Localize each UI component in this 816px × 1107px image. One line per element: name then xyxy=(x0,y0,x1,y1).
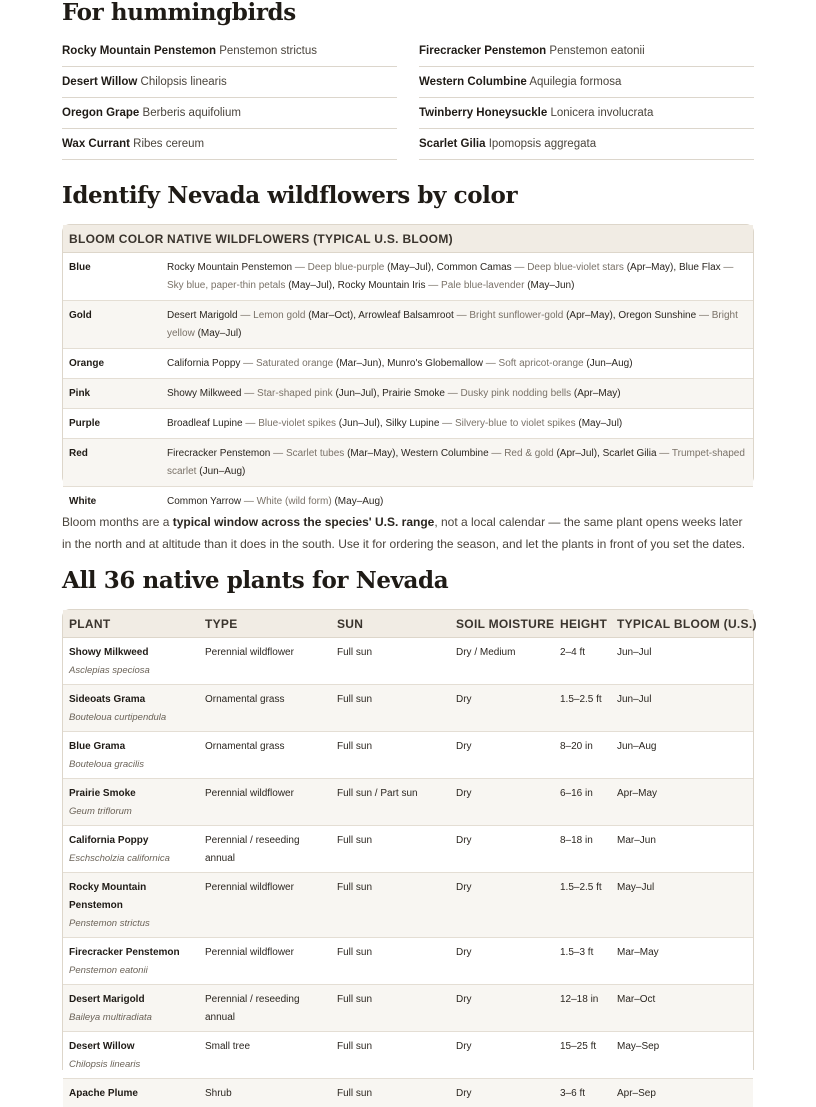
flower-description: Deep blue-violet stars xyxy=(527,262,624,273)
flower-description: Saturated orange xyxy=(256,358,333,369)
flower-description-sep: — xyxy=(489,448,505,459)
hummingbird-column-right xyxy=(419,36,754,160)
flower-description-sep: — xyxy=(483,358,499,369)
flower-description: White (wild form) xyxy=(257,496,332,507)
plant-height: 8–20 in xyxy=(554,732,611,779)
plant-scientific-name: Berberis aquifolium xyxy=(143,107,241,119)
flower-description-sep: — xyxy=(721,262,734,273)
wildflower-list: Broadleaf Lupine — Blue-violet spikes (Jun–Jul), Silky Lupine — Silvery-blue to violet spikes (May–Jul) xyxy=(161,409,753,439)
bloom-note xyxy=(62,511,754,555)
plant-moisture: Dry xyxy=(450,873,554,938)
plant-scientific-name: Geum triflorum xyxy=(69,803,193,821)
wildflower-list: Showy Milkweed — Star-shaped pink (Jun–Jul), Prairie Smoke — Dusky pink nodding bells (Apr–May) xyxy=(161,379,753,409)
flower-description-sep: — xyxy=(657,448,672,459)
plant-cell xyxy=(63,985,199,1032)
plant-row xyxy=(63,779,753,826)
col-header: HEIGHT xyxy=(554,610,611,638)
wildflower-list: Rocky Mountain Penstemon — Deep blue-purple (May–Jul), Common Camas — Deep blue-violet stars (Apr–May), Blue Flax — Sky blue, paper-thin petals (May–Jul), Rocky Mountain Iris — Pale blue-lavender (May–Jun) xyxy=(161,253,753,301)
plant-scientific-name: Chilopsis linearis xyxy=(141,76,227,88)
wildflower-list: Firecracker Penstemon — Scarlet tubes (Mar–May), Western Columbine — Red & gold (Apr–Jul), Scarlet Gilia — Trumpet-shaped scarlet (Jun–Aug) xyxy=(161,439,753,487)
flower-description: Star-shaped pink xyxy=(257,388,333,399)
col-header: SOIL MOISTURE xyxy=(450,610,554,638)
plant-cell xyxy=(63,1032,199,1079)
plant-cell xyxy=(63,779,199,826)
plant-sun: Full sun xyxy=(331,985,450,1032)
plant-moisture: Dry xyxy=(450,779,554,826)
plant-type: Perennial / reseeding annual xyxy=(199,985,331,1032)
flower-description-sep: — xyxy=(454,310,470,321)
color-row xyxy=(63,253,753,301)
flower-description-sep: — xyxy=(292,262,308,273)
bloom-color: Red xyxy=(63,439,161,487)
plant-cell xyxy=(63,638,199,685)
flower-name: California Poppy xyxy=(167,358,240,369)
flower-name: Showy Milkweed xyxy=(167,388,241,399)
flower-name: Western Columbine xyxy=(401,448,489,459)
plant-row xyxy=(63,1032,753,1079)
hummingbird-plant xyxy=(62,36,397,67)
hummingbird-plant xyxy=(62,98,397,129)
plant-scientific-name: Asclepias speciosa xyxy=(69,662,193,680)
flower-bloom-months: (May–Jun) xyxy=(527,280,574,291)
plant-scientific-name: Lonicera involucrata xyxy=(550,107,653,119)
hummingbird-plant xyxy=(62,67,397,98)
flower-name: Munro's Globemallow xyxy=(387,358,483,369)
plant-scientific-name: Aquilegia formosa xyxy=(529,76,621,88)
plant-moisture: Dry xyxy=(450,1032,554,1079)
plant-height: 1.5–2.5 ft xyxy=(554,685,611,732)
flower-bloom-months: (Jun–Jul) xyxy=(335,388,376,399)
all-plants-heading: All 36 native plants for Nevada xyxy=(62,566,448,596)
flower-name: Rocky Mountain Penstemon xyxy=(167,262,292,273)
plant-scientific-name: Penstemon eatonii xyxy=(549,45,644,57)
bloom-color: Blue xyxy=(63,253,161,301)
plant-row xyxy=(63,638,753,685)
plant-type: Perennial wildflower xyxy=(199,638,331,685)
flower-bloom-months: (May–Jul) xyxy=(578,418,622,429)
plant-type: Perennial wildflower xyxy=(199,938,331,985)
hummingbird-plant xyxy=(419,98,754,129)
plant-name: Sideoats Grama xyxy=(69,691,193,709)
plant-cell xyxy=(63,685,199,732)
plant-sun: Full sun xyxy=(331,826,450,873)
flower-description: Soft apricot-orange xyxy=(499,358,584,369)
flower-name: Blue Flax xyxy=(679,262,721,273)
flower-bloom-months: (Apr–Jul) xyxy=(556,448,597,459)
color-row xyxy=(63,409,753,439)
flower-bloom-months: (Apr–May) xyxy=(627,262,674,273)
hummingbirds-heading: For hummingbirds xyxy=(62,0,296,26)
flower-name: Prairie Smoke xyxy=(382,388,445,399)
color-row xyxy=(63,379,753,409)
flower-description-sep: — xyxy=(238,310,254,321)
flower-description: Blue-violet spikes xyxy=(258,418,336,429)
plant-name: Rocky Mountain Penstemon xyxy=(69,879,193,915)
flower-name: Broadleaf Lupine xyxy=(167,418,243,429)
plant-scientific-name: Eschscholzia californica xyxy=(69,850,193,868)
plant-row xyxy=(63,732,753,779)
plant-type: Shrub xyxy=(199,1079,331,1107)
plant-bloom: Mar–Jun xyxy=(611,826,753,873)
plant-bloom: Mar–May xyxy=(611,938,753,985)
plant-moisture: Dry / Medium xyxy=(450,638,554,685)
flower-name: Common Camas xyxy=(437,262,512,273)
flower-bloom-months: (Apr–May) xyxy=(574,388,621,399)
plant-type: Ornamental grass xyxy=(199,732,331,779)
color-row xyxy=(63,301,753,349)
color-row xyxy=(63,439,753,487)
plant-height: 1.5–2.5 ft xyxy=(554,873,611,938)
flower-description-sep: — xyxy=(512,262,528,273)
flower-bloom-months: (Jun–Jul) xyxy=(339,418,380,429)
flower-description: Dusky pink nodding bells xyxy=(461,388,572,399)
flower-bloom-months: (May–Jul) xyxy=(387,262,431,273)
plant-sun: Full sun / Part sun xyxy=(331,779,450,826)
flower-bloom-months: (Jun–Aug) xyxy=(586,358,632,369)
plant-name: Prairie Smoke xyxy=(69,785,193,803)
hummingbird-plant xyxy=(62,129,397,160)
col-header: TYPICAL BLOOM (U.S.) xyxy=(611,610,753,638)
plant-scientific-name: Bouteloua gracilis xyxy=(69,756,193,774)
plant-row xyxy=(63,873,753,938)
flower-bloom-months: (Mar–Oct) xyxy=(308,310,353,321)
plant-type: Small tree xyxy=(199,1032,331,1079)
hummingbird-plant xyxy=(419,129,754,160)
plant-common-name: Twinberry Honeysuckle xyxy=(419,107,547,119)
flower-description-sep: — xyxy=(240,358,256,369)
plant-name: Desert Willow xyxy=(69,1038,193,1056)
flower-description: Trumpet-shaped scarlet xyxy=(167,448,745,477)
plant-moisture: Dry xyxy=(450,732,554,779)
wildflower-list: Desert Marigold — Lemon gold (Mar–Oct), Arrowleaf Balsamroot — Bright sunflower-gold (Apr–May), Oregon Sunshine — Bright yellow (May–Jul) xyxy=(161,301,753,349)
plant-sun: Full sun xyxy=(331,938,450,985)
col-header: PLANT xyxy=(63,610,199,638)
plant-scientific-name: Bouteloua curtipendula xyxy=(69,709,193,727)
flower-description-sep: — xyxy=(241,496,257,507)
plant-common-name: Desert Willow xyxy=(62,76,137,88)
plant-row xyxy=(63,938,753,985)
plant-common-name: Western Columbine xyxy=(419,76,527,88)
plant-scientific-name: Ribes cereum xyxy=(133,138,204,150)
plant-moisture: Dry xyxy=(450,685,554,732)
plant-sun: Full sun xyxy=(331,638,450,685)
plant-type: Perennial wildflower xyxy=(199,873,331,938)
note-bold: typical window across the species' U.S. range xyxy=(173,515,435,529)
flower-name: Silky Lupine xyxy=(385,418,439,429)
note-text-1: Bloom months are a xyxy=(62,515,173,529)
plant-height: 6–16 in xyxy=(554,779,611,826)
flower-description: Deep blue-purple xyxy=(308,262,385,273)
plant-bloom: May–Sep xyxy=(611,1032,753,1079)
plant-bloom: Jun–Aug xyxy=(611,732,753,779)
flower-description-sep: — xyxy=(439,418,455,429)
note-text-2: , not a local calendar — the same plant opens weeks later in the north and at altitude than it does in the south. Use it for ordering the season, and let the plants in front of you set the dates. xyxy=(62,515,745,551)
plant-height: 8–18 in xyxy=(554,826,611,873)
flower-description: Lemon gold xyxy=(253,310,305,321)
col-native-wildflowers: NATIVE WILDFLOWERS (TYPICAL U.S. BLOOM) xyxy=(161,225,753,253)
color-heading: Identify Nevada wildflowers by color xyxy=(62,181,517,211)
plant-cell xyxy=(63,732,199,779)
flower-name: Common Yarrow xyxy=(167,496,241,507)
flower-bloom-months: (May–Jul) xyxy=(198,328,242,339)
plant-bloom: May–Jul xyxy=(611,873,753,938)
plant-common-name: Wax Currant xyxy=(62,138,130,150)
flower-name: Rocky Mountain Iris xyxy=(338,280,426,291)
plant-height: 3–6 ft xyxy=(554,1079,611,1107)
plant-moisture: Dry xyxy=(450,985,554,1032)
plant-height: 15–25 ft xyxy=(554,1032,611,1079)
plant-sun: Full sun xyxy=(331,685,450,732)
flower-name: Arrowleaf Balsamroot xyxy=(358,310,454,321)
flower-bloom-months: (May–Aug) xyxy=(334,496,383,507)
bloom-color: Orange xyxy=(63,349,161,379)
plant-common-name: Scarlet Gilia xyxy=(419,138,485,150)
plant-common-name: Firecracker Penstemon xyxy=(419,45,546,57)
plant-name: Blue Grama xyxy=(69,738,193,756)
plant-cell xyxy=(63,873,199,938)
plant-cell xyxy=(63,1079,199,1107)
plant-bloom: Apr–Sep xyxy=(611,1079,753,1107)
plant-cell xyxy=(63,826,199,873)
plant-name: Apache Plume xyxy=(69,1085,193,1103)
hummingbird-column-left xyxy=(62,36,397,160)
wildflower-list: California Poppy — Saturated orange (Mar–Jun), Munro's Globemallow — Soft apricot-orange (Jun–Aug) xyxy=(161,349,753,379)
plant-name: California Poppy xyxy=(69,832,193,850)
bloom-color: Purple xyxy=(63,409,161,439)
hummingbird-plant xyxy=(419,67,754,98)
plant-bloom: Jun–Jul xyxy=(611,685,753,732)
plant-cell xyxy=(63,938,199,985)
hummingbird-plant xyxy=(419,36,754,67)
flower-description-sep: — xyxy=(241,388,257,399)
plant-sun: Full sun xyxy=(331,1032,450,1079)
plant-common-name: Rocky Mountain Penstemon xyxy=(62,45,216,57)
plant-scientific-name: Chilopsis linearis xyxy=(69,1056,193,1074)
plant-bloom: Mar–Oct xyxy=(611,985,753,1032)
plant-common-name: Oregon Grape xyxy=(62,107,139,119)
plant-name: Firecracker Penstemon xyxy=(69,944,193,962)
flower-description: Pale blue-lavender xyxy=(441,280,524,291)
flower-bloom-months: (Apr–May) xyxy=(566,310,613,321)
plant-row xyxy=(63,1079,753,1107)
plant-type: Ornamental grass xyxy=(199,685,331,732)
flower-description-sep: — xyxy=(243,418,259,429)
flower-description-sep: — xyxy=(696,310,712,321)
plant-scientific-name: Penstemon eatonii xyxy=(69,962,193,980)
flower-description-sep: — xyxy=(270,448,286,459)
flower-description: Bright yellow xyxy=(167,310,738,339)
flower-description: Red & gold xyxy=(504,448,553,459)
plant-bloom: Apr–May xyxy=(611,779,753,826)
bloom-color: White xyxy=(63,487,161,517)
plant-moisture: Dry xyxy=(450,1079,554,1107)
col-header: TYPE xyxy=(199,610,331,638)
plant-moisture: Dry xyxy=(450,938,554,985)
plant-row xyxy=(63,826,753,873)
flower-bloom-months: (Mar–May) xyxy=(347,448,395,459)
flower-bloom-months: (May–Jul) xyxy=(288,280,332,291)
plant-scientific-name: Penstemon strictus xyxy=(219,45,317,57)
all-plants-header xyxy=(63,610,753,638)
plant-type: Perennial wildflower xyxy=(199,779,331,826)
plant-scientific-name: Baileya multiradiata xyxy=(69,1009,193,1027)
flower-bloom-months: (Jun–Aug) xyxy=(199,466,245,477)
flower-bloom-months: (Mar–Jun) xyxy=(336,358,382,369)
flower-description: Scarlet tubes xyxy=(286,448,344,459)
plant-sun: Full sun xyxy=(331,873,450,938)
flower-description: Sky blue, paper-thin petals xyxy=(167,280,285,291)
color-row xyxy=(63,349,753,379)
plant-row xyxy=(63,685,753,732)
plant-sun: Full sun xyxy=(331,1079,450,1107)
flower-name: Desert Marigold xyxy=(167,310,238,321)
col-header: SUN xyxy=(331,610,450,638)
flower-name: Firecracker Penstemon xyxy=(167,448,270,459)
plant-name: Desert Marigold xyxy=(69,991,193,1009)
plant-scientific-name: Ipomopsis aggregata xyxy=(489,138,596,150)
plant-row xyxy=(63,985,753,1032)
bloom-color: Pink xyxy=(63,379,161,409)
plant-height: 2–4 ft xyxy=(554,638,611,685)
col-bloom-color: BLOOM COLOR xyxy=(63,225,161,253)
plant-scientific-name: Penstemon strictus xyxy=(69,915,193,933)
color-table-header xyxy=(63,225,753,253)
all-plants-table xyxy=(62,609,754,1070)
plant-name: Showy Milkweed xyxy=(69,644,193,662)
color-table xyxy=(62,224,754,485)
plant-bloom: Jun–Jul xyxy=(611,638,753,685)
plant-moisture: Dry xyxy=(450,826,554,873)
plant-height: 1.5–3 ft xyxy=(554,938,611,985)
flower-description-sep: — xyxy=(445,388,461,399)
bloom-color: Gold xyxy=(63,301,161,349)
plant-height: 12–18 in xyxy=(554,985,611,1032)
flower-name: Scarlet Gilia xyxy=(603,448,657,459)
plant-type: Perennial / reseeding annual xyxy=(199,826,331,873)
flower-name: Oregon Sunshine xyxy=(618,310,696,321)
flower-description: Bright sunflower-gold xyxy=(469,310,563,321)
flower-description-sep: — xyxy=(425,280,441,291)
plant-sun: Full sun xyxy=(331,732,450,779)
flower-description: Silvery-blue to violet spikes xyxy=(455,418,576,429)
